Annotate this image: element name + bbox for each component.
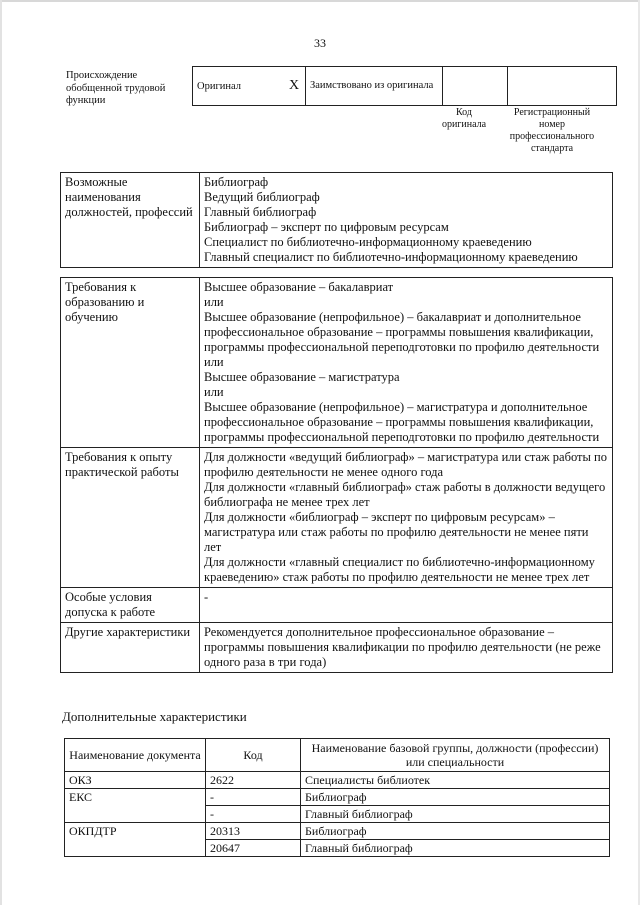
table-row — [65, 823, 610, 840]
requirement-label: Особые условия допуска к работе — [61, 588, 200, 623]
origin-code-cell — [443, 67, 508, 106]
table-row — [65, 840, 610, 857]
requirement-value — [200, 448, 613, 588]
origin-label: Происхождение обобщенной трудовой функции — [66, 70, 166, 106]
requirement-value — [200, 588, 613, 623]
page-number: 33 — [314, 36, 326, 50]
origin-borrowed-cell: Заимствовано из оригинала — [306, 67, 443, 106]
requirement-row-experience — [61, 448, 613, 588]
origin-code-caption: Код оригинала — [441, 107, 487, 130]
requirement-line: Для должности «ведущий библиограф» – магистратура или стаж работы по профилю деятельности не менее одного года — [204, 450, 607, 479]
table-cell: - — [206, 789, 301, 806]
positions-label: Возможные наименования должностей, профессий — [61, 173, 200, 268]
table-cell: Главный библиограф — [301, 806, 610, 823]
origin-reg-cell — [508, 67, 617, 106]
requirement-line: или — [204, 355, 224, 369]
requirement-line: Для должности «библиограф – эксперт по цифровым ресурсам» – магистратура или стаж работы по профилю деятельности не менее пяти лет — [204, 510, 589, 554]
positions-list — [200, 173, 613, 268]
table-cell: Библиограф — [301, 789, 610, 806]
requirement-line: или — [204, 385, 224, 399]
position-item: Библиограф – эксперт по цифровым ресурсам — [204, 220, 449, 234]
origin-original-cell: Оригинал — [193, 67, 284, 106]
requirement-line: Для должности «главный специалист по библиотечно-информационному краеведению» стаж работы по профилю деятельности не менее трех лет — [204, 555, 595, 584]
table-cell: Библиограф — [301, 823, 610, 840]
requirement-line: Рекомендуется дополнительное профессиональное образование – программы повышения квалификации по профилю деятельности (не реже одного раза в три года) — [204, 625, 601, 669]
requirement-line: Высшее образование – бакалавриат — [204, 280, 394, 294]
requirement-line: Для должности «главный библиограф» стаж работы в должности ведущего библиографа не менее трех лет — [204, 480, 606, 509]
origin-original-mark: X — [283, 67, 306, 106]
page-edge — [0, 0, 2, 905]
requirement-label: Другие характеристики — [61, 623, 200, 673]
position-item: Главный библиограф — [204, 205, 317, 219]
table-cell — [65, 840, 206, 857]
table-cell: Специалисты библиотек — [301, 772, 610, 789]
column-header: Код — [206, 739, 301, 772]
section-title: Дополнительные характеристики — [62, 709, 247, 724]
requirements-table — [60, 277, 613, 673]
table-cell — [65, 806, 206, 823]
table-row — [65, 772, 610, 789]
table-cell: ЕКС — [65, 789, 206, 806]
column-header: Наименование базовой группы, должности (профессии) или специальности — [301, 739, 610, 772]
table-cell: ОКЗ — [65, 772, 206, 789]
origin-table — [192, 66, 617, 106]
table-cell: 2622 — [206, 772, 301, 789]
page-edge — [0, 0, 640, 2]
extra-header-row — [65, 739, 610, 772]
positions-table — [60, 172, 613, 268]
requirement-line: или — [204, 295, 224, 309]
table-cell: 20647 — [206, 840, 301, 857]
requirement-row-admission — [61, 588, 613, 623]
requirement-value — [200, 278, 613, 448]
requirement-row-education — [61, 278, 613, 448]
requirement-label: Требования к образованию и обучению — [61, 278, 200, 448]
position-item: Библиограф — [204, 175, 269, 189]
requirement-line: - — [204, 590, 209, 604]
position-item: Ведущий библиограф — [204, 190, 320, 204]
position-item: Главный специалист по библиотечно-информационному краеведению — [204, 250, 578, 264]
requirement-line: Высшее образование (непрофильное) – бакалавриат и дополнительное профессиональное образование – программы повышения квалификации, программы профессиональной переподготовки по профилю деятельности — [204, 310, 600, 354]
origin-reg-caption: Регистрационный номер профессионального стандарта — [509, 107, 595, 154]
column-header: Наименование документа — [65, 739, 206, 772]
requirement-line: Высшее образование (непрофильное) – магистратура и дополнительное профессиональное образование – программы повышения квалификации, программы профессиональной переподготовки по профилю деятельности — [204, 400, 600, 444]
table-row — [65, 806, 610, 823]
table-cell: - — [206, 806, 301, 823]
requirement-value — [200, 623, 613, 673]
requirement-row-other — [61, 623, 613, 673]
requirement-line: Высшее образование – магистратура — [204, 370, 400, 384]
requirement-label: Требования к опыту практической работы — [61, 448, 200, 588]
table-cell: 20313 — [206, 823, 301, 840]
extra-table — [64, 738, 610, 857]
table-row — [65, 789, 610, 806]
position-item: Специалист по библиотечно-информационному краеведению — [204, 235, 532, 249]
table-cell: Главный библиограф — [301, 840, 610, 857]
table-cell: ОКПДТР — [65, 823, 206, 840]
